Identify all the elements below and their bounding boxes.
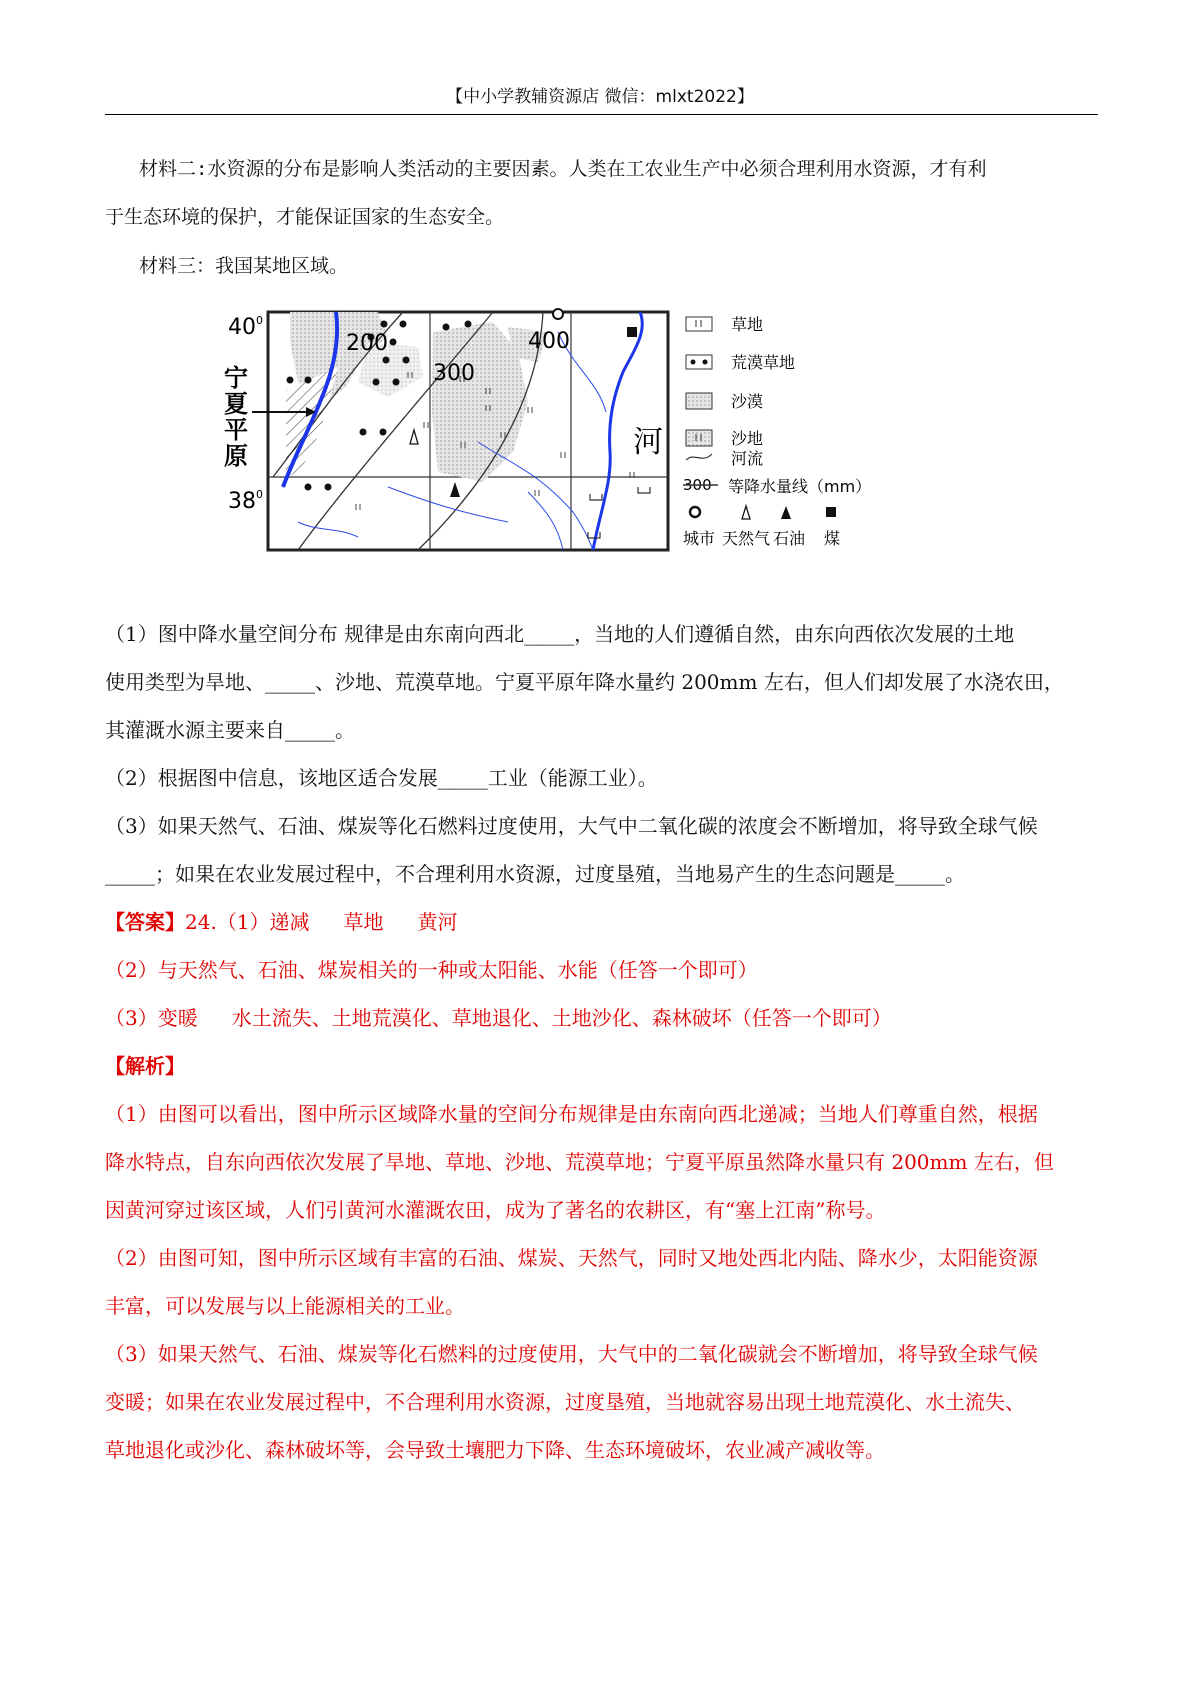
isohyet-200-label: 200 (346, 331, 388, 356)
legend-gas-label: 天然气 (722, 529, 771, 548)
city-symbol (553, 309, 563, 319)
ningxia-char-2: 夏 (224, 390, 248, 418)
question-2: （2）根据图中信息，该地区适合发展_____工业（能源工业）。 (105, 766, 658, 790)
legend-river-label: 河流 (731, 449, 764, 468)
material3-title: 材料三：我国某地区域。 (139, 255, 349, 277)
legend-coal-symbol (826, 507, 836, 517)
coal-symbol (627, 327, 637, 337)
answer-1-part-2: 草地 (343, 910, 384, 934)
legend-oil-label: 石油 (773, 529, 806, 548)
ningxia-char-1: 宁 (224, 364, 248, 392)
legend-desert-grassland-label: 荒漠草地 (731, 353, 796, 372)
legend-desert-swatch (686, 393, 712, 409)
legend-grassland-swatch (686, 317, 712, 331)
analysis-3-line-2: 变暖；如果在农业发展过程中，不合理利用水资源，过度垦殖，当地就容易出现土地荒漠化、水土流失、 (105, 1390, 1025, 1414)
analysis-1-line-1: （1）由图可以看出，图中所示区域降水量的空间分布规律是由东南向西北递减；当地人们尊重自然，根据 (105, 1102, 1038, 1126)
ningxia-label (224, 364, 248, 470)
page-header: 【中小学教辅资源店 微信：mlxt2022】 (446, 87, 754, 107)
question-3-line-2: _____；如果在农业发展过程中，不合理利用水资源，过度垦殖，当地易产生的生态问题是_____。 (105, 862, 965, 886)
river-label: 河 (633, 425, 663, 460)
legend-desert-label: 沙漠 (731, 392, 764, 411)
answer-line-1 (105, 898, 1100, 946)
analysis-tag: 【解析】 (105, 1054, 185, 1078)
answer-tag: 【答案】 (105, 910, 185, 934)
analysis-3-line-1: （3）如果天然气、石油、煤炭等化石燃料的过度使用，大气中的二氧化碳就会不断增加，将导致全球气候 (105, 1342, 1038, 1366)
material2-line-1: 材料二:水资源的分布是影响人类活动的主要因素。人类在工农业生产中必须合理利用水资源，才有利 (139, 158, 987, 180)
question-1-line-1: （1）图中降水量空间分布 规律是由东南向西北_____，当地的人们遵循自然，由东向西依次发展的土地 (105, 622, 1015, 646)
legend-city-label: 城市 (683, 529, 716, 548)
legend-desert-grassland-swatch (686, 355, 712, 369)
question-3-line-1: （3）如果天然气、石油、煤炭等化石燃料过度使用，大气中二氧化碳的浓度会不断增加，将导致全球气候 (105, 814, 1038, 838)
lat-38-label: $38^0$ (228, 488, 263, 514)
answer-1-part-1: （1）递减 (216, 910, 310, 934)
legend-oil-symbol (781, 506, 791, 519)
legend-isohyet-label: 等降水量线（mm） (728, 477, 872, 496)
isohyet-400-label: 400 (528, 329, 570, 354)
answer-line-2: （2）与天然气、石油、煤炭相关的一种或太阳能、水能（任答一个即可） (105, 958, 758, 982)
legend-river-swatch (686, 454, 712, 460)
answer-3-part-1: （3）变暖 (105, 1006, 198, 1030)
ningxia-char-4: 原 (224, 442, 248, 470)
legend-sandy-label: 沙地 (731, 429, 764, 448)
analysis-3-line-3: 草地退化或沙化、森林破坏等，会导致土壤肥力下降、生态环境破坏，农业减产减收等。 (105, 1438, 885, 1462)
analysis-2-line-1: （2）由图可知，图中所示区域有丰富的石油、煤炭、天然气，同时又地处西北内陆、降水少，太阳能资源 (105, 1246, 1038, 1270)
region-map (224, 312, 973, 602)
answer-3-part-2: 水土流失、土地荒漠化、草地退化、土地沙化、森林破坏（任答一个即可） (231, 1006, 892, 1030)
legend-gas-symbol (742, 506, 750, 519)
answer-line-3 (105, 994, 1100, 1042)
legend-coal-label: 煤 (824, 529, 841, 548)
answer-1-part-3: 黄河 (417, 910, 458, 934)
legend-grassland-label: 草地 (731, 315, 764, 334)
answer-number: 24. (185, 910, 217, 934)
analysis-1-line-2: 降水特点，自东向西依次发展了旱地、草地、沙地、荒漠草地；宁夏平原虽然降水量只有 200mm 左右，但 (105, 1150, 1054, 1174)
legend-isohyet-sample: 300 (683, 476, 712, 494)
isohyet-300-label: 300 (433, 361, 475, 386)
lat-40-label: $40^0$ (228, 314, 263, 340)
map-legend (683, 315, 871, 548)
legend-sandy-swatch (686, 430, 712, 446)
material2-line-2: 于生态环境的保护，才能保证国家的生态安全。 (105, 206, 505, 228)
question-1-line-2: 使用类型为旱地、_____、沙地、荒漠草地。宁夏平原年降水量约 200mm 左右，但人们却发展了水浇农田， (105, 670, 1064, 694)
legend-city-symbol (690, 507, 700, 517)
analysis-2-line-2: 丰富，可以发展与以上能源相关的工业。 (105, 1294, 465, 1318)
ningxia-char-3: 平 (224, 416, 248, 444)
header-divider (105, 114, 1098, 115)
question-1-line-3: 其灌溉水源主要来自_____。 (105, 718, 355, 742)
analysis-1-line-3: 因黄河穿过该区域，人们引黄河水灌溉农田，成为了著名的农耕区，有“塞上江南”称号。 (105, 1198, 886, 1222)
